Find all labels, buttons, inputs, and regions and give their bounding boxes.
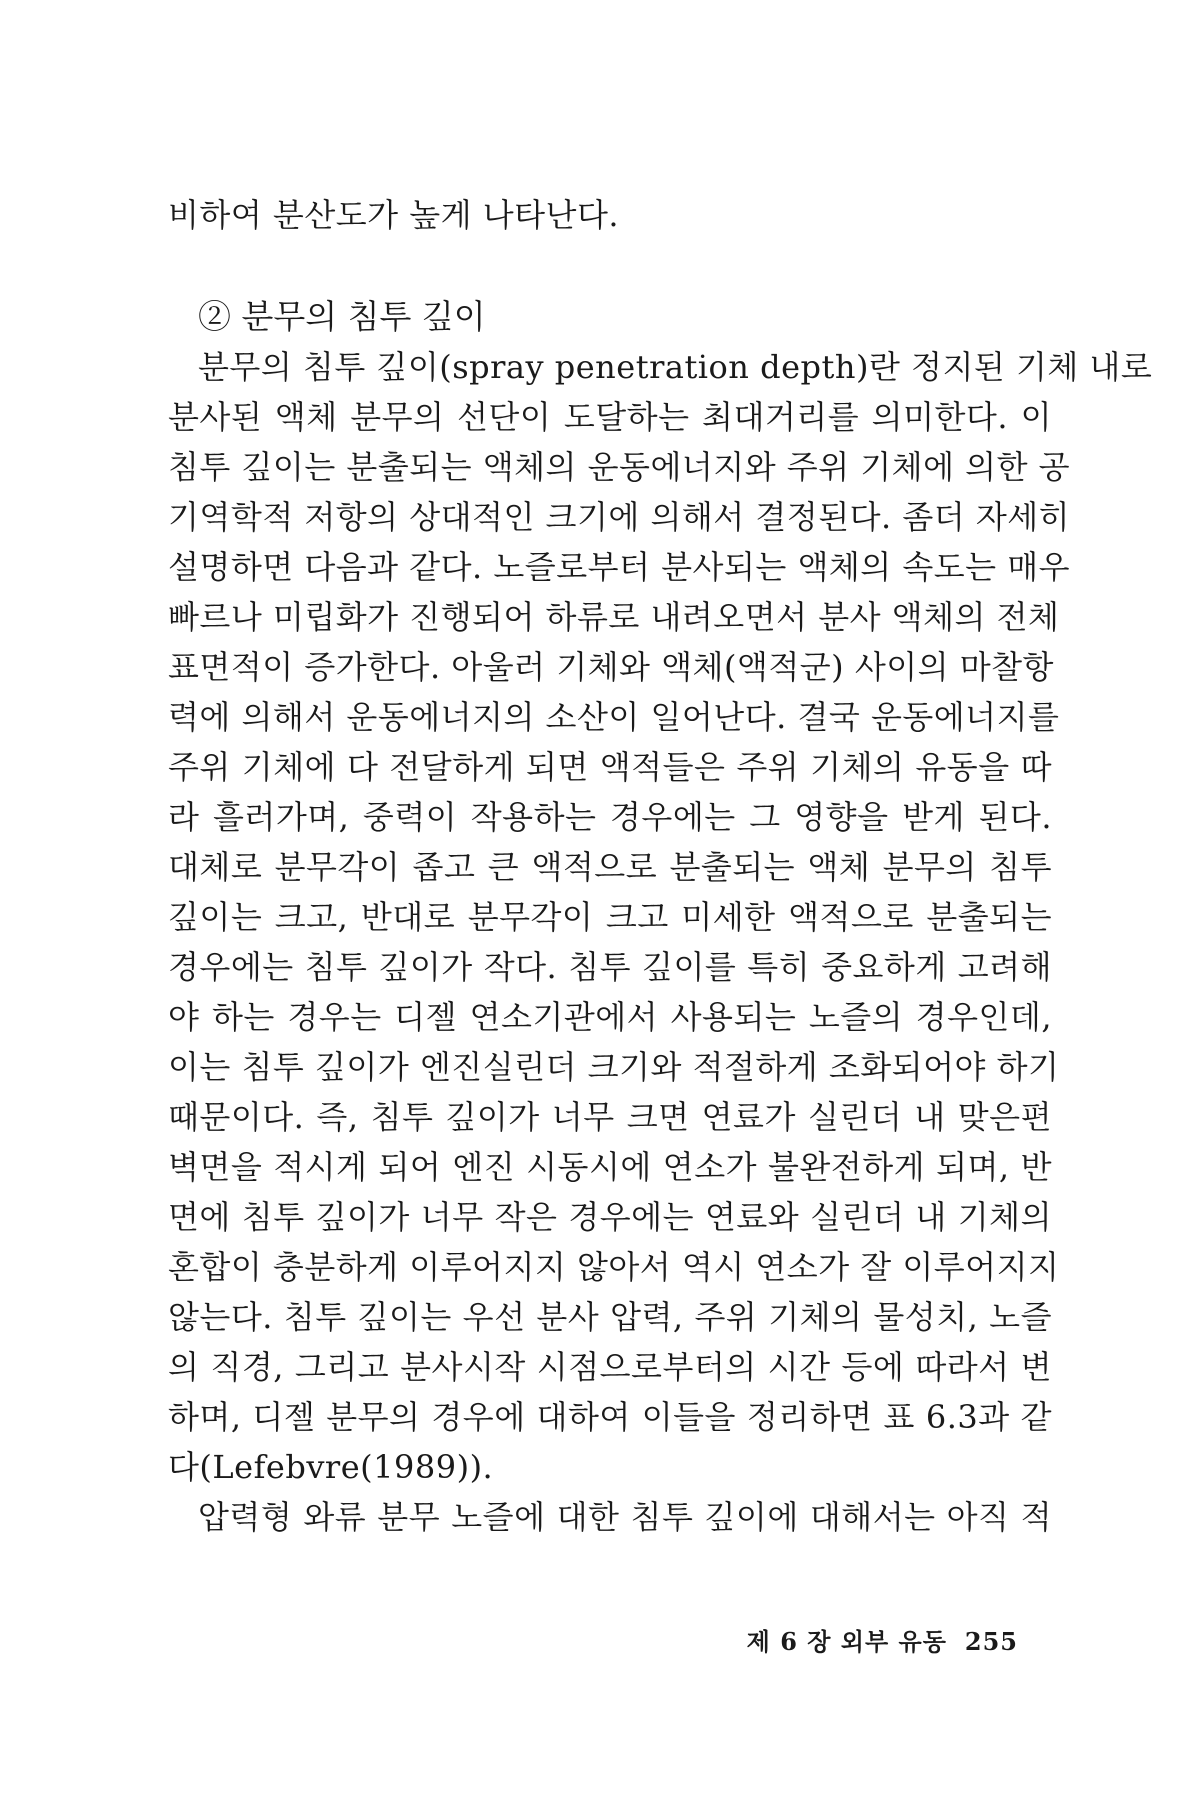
body-text [168, 190, 1153, 1542]
paragraph-line: 하며, 디젤 분무의 경우에 대하여 이들을 정리하면 표 6.3과 같 [168, 1398, 1052, 1436]
paragraph-line: 분사된 액체 분무의 선단이 도달하는 최대거리를 의미한다. 이 [168, 398, 1052, 436]
paragraph-line: 빠르나 미립화가 진행되어 하류로 내려오면서 분사 액체의 전체 [168, 598, 1060, 636]
paragraph-line: 침투 깊이는 분출되는 액체의 운동에너지와 주위 기체에 의한 공 [168, 448, 1071, 486]
paragraph-line: 혼합이 충분하게 이루어지지 않아서 역시 연소가 잘 이루어지지 [168, 1248, 1060, 1286]
paragraph-line: 설명하면 다음과 같다. 노즐로부터 분사되는 액체의 속도는 매우 [168, 548, 1071, 586]
paragraph-line: 기역학적 저항의 상대적인 크기에 의해서 결정된다. 좀더 자세히 [168, 498, 1071, 536]
page-number: 255 [964, 1627, 1018, 1656]
paragraph-line: 때문이다. 즉, 침투 깊이가 너무 크면 연료가 실린더 내 맞은편 [168, 1098, 1052, 1136]
paragraph-line: 력에 의해서 운동에너지의 소산이 일어난다. 결국 운동에너지를 [168, 698, 1060, 736]
paragraph-gap [168, 240, 1052, 292]
paragraph-line: 면에 침투 깊이가 너무 작은 경우에는 연료와 실린더 내 기체의 [168, 1198, 1052, 1236]
paragraph-line: 않는다. 침투 깊이는 우선 분사 압력, 주위 기체의 물성치, 노즐 [168, 1298, 1052, 1336]
paragraph-line: 압력형 와류 분무 노즐에 대한 침투 깊이에 대해서는 아직 적 [198, 1498, 1052, 1536]
paragraph-line: 주위 기체에 다 전달하게 되면 액적들은 주위 기체의 유동을 따 [168, 748, 1052, 786]
paragraph-line: 표면적이 증가한다. 아울러 기체와 액체(액적군) 사이의 마찰항 [168, 648, 1054, 686]
paragraph-line: 다(Lefebvre(1989)). [168, 1448, 494, 1486]
section-heading: ② 분무의 침투 깊이 [198, 297, 486, 336]
paragraph-line: 벽면을 적시게 되어 엔진 시동시에 연소가 불완전하게 되며, 반 [168, 1148, 1052, 1186]
paragraph-line: 경우에는 침투 깊이가 작다. 침투 깊이를 특히 중요하게 고려해 [168, 948, 1052, 986]
paragraph-line: 이는 침투 깊이가 엔진실린더 크기와 적절하게 조화되어야 하기 [168, 1048, 1060, 1086]
chapter-running-title: 제 6 장 외부 유동 [746, 1627, 947, 1656]
paragraph-line: 의 직경, 그리고 분사시작 시점으로부터의 시간 등에 따라서 변 [168, 1348, 1052, 1386]
paragraph-line: 라 흘러가며, 중력이 작용하는 경우에는 그 영향을 받게 된다. [168, 798, 1052, 836]
paragraph-line: 대체로 분무각이 좁고 큰 액적으로 분출되는 액체 분무의 침투 [168, 848, 1052, 886]
paragraph-line: 야 하는 경우는 디젤 연소기관에서 사용되는 노즐의 경우인데, [168, 998, 1052, 1036]
paragraph-line: 분무의 침투 깊이(spray penetration depth)란 정지된 기체 내로 [198, 348, 1153, 386]
continuation-line: 비하여 분산도가 높게 나타난다. [168, 196, 620, 234]
page-footer [747, 1622, 1018, 1657]
paragraph-line: 깊이는 크고, 반대로 분무각이 크고 미세한 액적으로 분출되는 [168, 898, 1052, 936]
